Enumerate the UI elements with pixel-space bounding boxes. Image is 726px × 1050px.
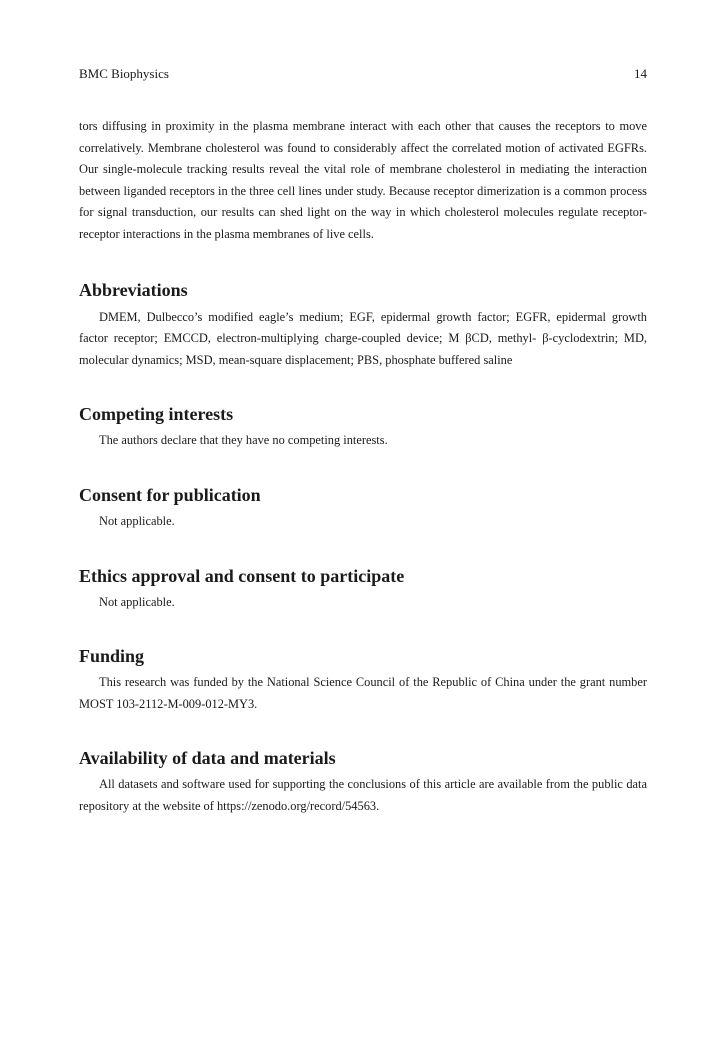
section-heading-competing-interests: Competing interests — [79, 404, 234, 425]
section-heading-consent: Consent for publication — [79, 484, 261, 505]
body-text — [79, 116, 647, 818]
section-heading-funding: Funding — [79, 646, 145, 667]
section-funding — [79, 645, 647, 715]
journal-name: BMC Biophysics — [79, 66, 169, 81]
page-number: 14 — [634, 66, 647, 81]
section-abbreviations — [79, 279, 647, 372]
availability-text: All datasets and software used for supporting the conclusions of this article are available from the public data repository at the website of https://zenodo.org/record/54563. — [79, 777, 647, 813]
section-ethics — [79, 565, 647, 614]
section-heading-ethics: Ethics approval and consent to participate — [79, 565, 405, 586]
section-heading-abbreviations: Abbreviations — [79, 279, 188, 300]
competing-interests-text: The authors declare that they have no competing interests. — [99, 433, 388, 448]
abbreviations-text: DMEM, Dulbecco’s modified eagle’s medium; EGF, epidermal growth factor; EGFR, epidermal growth factor receptor; EMCCD, electron-multiplying charge-coupled device; M βCD, methyl- β-cyclodextrin; MD, molecular dynamics; MSD, mean-square displacement; PBS, phosphate buffered saline — [79, 309, 647, 367]
ethics-text: Not applicable. — [99, 594, 175, 609]
section-heading-availability: Availability of data and materials — [79, 748, 336, 769]
funding-text: This research was funded by the National Science Council of the Republic of China under the grant number MOST 103-2112-M-009-012-MY3. — [79, 675, 647, 711]
intro-paragraph: tors diffusing in proximity in the plasma membrane interact with each other that causes the receptors to move correlatively. Membrane cholesterol was found to considerably affect the correlated motion of activated EGFRs. Our single-molecule tracking results reveal the vital role of membrane cholesterol in mediating the interaction between liganded receptors in the three cell lines under study. Because receptor dimerization is a common process for signal transduction, our results can shed light on the way in which cholesterol molecules regulate receptor-receptor interactions in the plasma membranes of live cells. — [79, 119, 647, 241]
section-availability — [79, 747, 647, 817]
section-competing-interests — [79, 403, 647, 452]
section-consent — [79, 484, 647, 533]
consent-text: Not applicable. — [99, 513, 175, 528]
